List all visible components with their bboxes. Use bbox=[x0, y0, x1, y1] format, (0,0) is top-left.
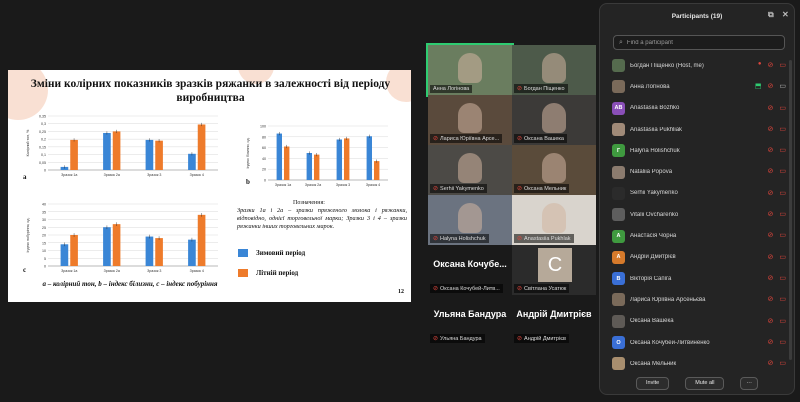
participant-name: Лариса Юріївна Арсеньєва bbox=[630, 296, 706, 303]
participant-row[interactable] bbox=[600, 183, 795, 204]
figure-caption: а – колірний тон, b – індекс білизни, с – індекс побуріння bbox=[42, 280, 218, 288]
mic-muted-icon[interactable]: ⊘ bbox=[767, 104, 774, 112]
avatar: С bbox=[538, 248, 572, 282]
x-tick-label: Зразок 1а bbox=[61, 269, 78, 273]
avatar bbox=[612, 166, 625, 179]
avatar bbox=[612, 208, 625, 221]
bar bbox=[103, 133, 111, 170]
video-tile[interactable] bbox=[428, 245, 512, 295]
participant-name: Serhii Yakymenko bbox=[440, 185, 484, 192]
y-tick-label: 0 bbox=[44, 264, 46, 269]
participant-name: Оксана Вашека bbox=[524, 135, 564, 142]
chart-whiteness-index bbox=[242, 120, 392, 192]
participant-name: Оксана Кочубей-Литвиненко bbox=[630, 339, 710, 346]
bar bbox=[314, 155, 319, 180]
y-tick-label: 0,35 bbox=[39, 114, 46, 119]
avatar bbox=[612, 187, 625, 200]
participant-name: Nataliia Popova bbox=[630, 169, 673, 176]
bar bbox=[188, 154, 196, 170]
mic-muted-icon: ⊘ bbox=[433, 336, 439, 342]
participant-status-icons bbox=[768, 359, 787, 367]
chart-svg bbox=[242, 120, 392, 192]
y-tick-label: 25 bbox=[42, 225, 46, 230]
y-tick-label: 35 bbox=[42, 210, 46, 215]
tile-display-name: Оксана Кочубе... bbox=[433, 259, 507, 269]
avatar bbox=[612, 59, 625, 72]
tile-name-label bbox=[430, 334, 485, 343]
recording-icon: ● bbox=[757, 61, 762, 67]
tile-name-label bbox=[514, 184, 569, 193]
participant-name: Halyna Holishchuk bbox=[630, 147, 680, 154]
mic-muted-icon[interactable]: ⊘ bbox=[767, 360, 774, 368]
y-tick-label: 20 bbox=[42, 233, 46, 238]
participant-row[interactable] bbox=[600, 289, 795, 310]
avatar: А bbox=[612, 230, 625, 243]
y-tick-label: 15 bbox=[42, 241, 46, 246]
tile-name-label bbox=[430, 184, 487, 193]
legend-summer bbox=[238, 269, 298, 277]
participant-name: Serhii Yakymenko bbox=[630, 190, 678, 197]
mic-muted-icon: ⊘ bbox=[433, 236, 439, 242]
mic-muted-icon[interactable]: ⊘ bbox=[767, 83, 774, 91]
search-icon: ⌕ bbox=[619, 38, 623, 46]
notes-title: Позначення: bbox=[293, 200, 325, 206]
tile-name-label bbox=[514, 334, 569, 343]
slide-page-number: 12 bbox=[398, 289, 404, 295]
participants-panel bbox=[599, 3, 795, 395]
y-axis-label: Індекс білизни, од. bbox=[246, 137, 250, 169]
bar bbox=[307, 153, 312, 180]
mic-muted-icon: ⊘ bbox=[433, 286, 439, 292]
mic-muted-icon: ⊘ bbox=[433, 186, 439, 192]
bar bbox=[198, 124, 206, 170]
participant-name: Ульяна Бандура bbox=[440, 335, 482, 342]
participant-video-silhouette bbox=[542, 53, 566, 83]
avatar bbox=[612, 123, 625, 136]
video-tile[interactable] bbox=[512, 95, 596, 145]
avatar bbox=[612, 357, 625, 370]
avatar bbox=[612, 315, 625, 328]
participant-video-silhouette bbox=[542, 203, 566, 233]
x-tick-label: Зразок 4 bbox=[189, 269, 204, 273]
slide-title: Зміни колірних показників зразків ряжанки в залежності від періоду виробництва bbox=[30, 78, 391, 104]
mic-muted-icon[interactable]: ⊘ bbox=[767, 317, 774, 325]
bar bbox=[188, 240, 196, 266]
camera-off-icon: ▭ bbox=[779, 189, 786, 197]
participant-status-icons bbox=[768, 189, 787, 197]
chart-browning-index bbox=[22, 198, 222, 278]
camera-off-icon: ▭ bbox=[779, 317, 786, 325]
bar bbox=[198, 215, 206, 266]
mute-all-button[interactable]: Mute all bbox=[685, 377, 724, 390]
bar bbox=[70, 140, 78, 170]
participant-name: Лариса Юріївна Арсе... bbox=[440, 135, 500, 142]
bar bbox=[337, 140, 342, 181]
y-tick-label: 0 bbox=[264, 178, 266, 183]
avatar: Г bbox=[612, 144, 625, 157]
video-tile[interactable] bbox=[512, 295, 596, 345]
bar bbox=[277, 134, 282, 180]
more-options-button[interactable]: ··· bbox=[740, 377, 758, 390]
participant-video-silhouette bbox=[458, 153, 482, 183]
participant-status-icons bbox=[768, 274, 787, 282]
bar bbox=[146, 237, 154, 266]
participant-name: Андрій Дмитрієв bbox=[630, 254, 676, 261]
participant-name: Anastasiia Pukhlak bbox=[524, 235, 571, 242]
x-tick-label: Зразок 3 bbox=[147, 173, 162, 177]
tile-name-label bbox=[430, 284, 503, 293]
participant-row[interactable] bbox=[600, 98, 795, 119]
y-tick-label: 0,3 bbox=[41, 122, 46, 127]
participants-footer bbox=[600, 372, 794, 394]
participant-status-icons bbox=[768, 167, 787, 175]
participant-status-icons bbox=[768, 125, 787, 133]
chart-hue bbox=[22, 110, 222, 182]
x-tick-label: Зразок 2а bbox=[103, 173, 120, 177]
video-tile[interactable] bbox=[512, 195, 596, 245]
chart-svg bbox=[22, 110, 222, 182]
participants-header bbox=[600, 4, 794, 28]
participant-name: Анна Логінова bbox=[433, 86, 470, 92]
bar bbox=[113, 131, 121, 170]
video-tile[interactable] bbox=[512, 145, 596, 195]
camera-off-icon: ▭ bbox=[779, 338, 786, 346]
panel-letter-c: c bbox=[23, 266, 27, 274]
y-axis-label: Колірний тон, % bbox=[26, 129, 30, 157]
x-tick-label: Зразок 2а bbox=[103, 269, 120, 273]
mic-muted-icon: ⊘ bbox=[433, 136, 439, 142]
legend-swatch-winter bbox=[238, 249, 248, 257]
participant-status-icons bbox=[755, 82, 786, 90]
mic-muted-icon[interactable]: ⊘ bbox=[767, 211, 774, 219]
tile-name-label bbox=[430, 234, 489, 243]
legend-label: Зимовий період bbox=[256, 249, 306, 257]
chart-svg bbox=[22, 198, 222, 278]
mic-muted-icon[interactable]: ⊘ bbox=[767, 232, 774, 240]
mic-muted-icon: ⊘ bbox=[517, 86, 523, 92]
bar bbox=[284, 147, 289, 180]
mic-muted-icon[interactable]: ⊘ bbox=[767, 147, 774, 155]
mic-muted-icon: ⊘ bbox=[517, 186, 523, 192]
mic-muted-icon[interactable]: ⊘ bbox=[767, 62, 774, 69]
tile-display-name: Андрій Дмитрієв bbox=[516, 309, 592, 319]
participant-status-icons bbox=[768, 210, 787, 218]
camera-off-icon: ▭ bbox=[779, 104, 786, 112]
mic-muted-icon[interactable]: ⊘ bbox=[767, 296, 774, 304]
y-tick-label: 0,05 bbox=[39, 160, 46, 165]
participant-status-icons bbox=[768, 295, 787, 303]
shared-screen-slide bbox=[8, 70, 411, 302]
camera-off-icon: ▭ bbox=[779, 211, 786, 219]
y-tick-label: 40 bbox=[42, 202, 46, 207]
avatar: В bbox=[612, 272, 625, 285]
legend-winter bbox=[238, 249, 305, 257]
close-icon[interactable]: ✕ bbox=[782, 10, 789, 19]
participant-row[interactable] bbox=[600, 161, 795, 182]
participant-status-icons bbox=[768, 317, 787, 325]
y-tick-label: 0,1 bbox=[41, 153, 46, 158]
bar bbox=[113, 224, 121, 266]
participant-row[interactable] bbox=[600, 247, 795, 268]
scrollbar[interactable] bbox=[789, 60, 792, 360]
tile-display-name: Ульяна Бандура bbox=[433, 309, 507, 319]
bar bbox=[146, 140, 154, 170]
participant-status-icons bbox=[768, 253, 787, 261]
panel-letter-a: а bbox=[23, 173, 27, 181]
mic-muted-icon[interactable]: ⊘ bbox=[767, 253, 774, 261]
camera-off-icon: ▭ bbox=[779, 125, 786, 133]
participant-status-icons bbox=[768, 104, 787, 112]
participant-name: Анна Логінова bbox=[630, 83, 670, 90]
y-tick-label: 0,15 bbox=[39, 145, 46, 150]
participant-row[interactable] bbox=[600, 311, 795, 332]
y-tick-label: 40 bbox=[262, 156, 266, 161]
y-tick-label: 5 bbox=[44, 256, 46, 261]
x-tick-label: Зразок 3 bbox=[147, 269, 162, 273]
mic-muted-icon: ⊘ bbox=[517, 286, 523, 292]
camera-off-icon: ▭ bbox=[779, 62, 786, 69]
video-tile[interactable] bbox=[428, 295, 512, 345]
tile-name-label bbox=[514, 284, 569, 293]
avatar bbox=[612, 80, 625, 93]
participant-name: Андрій Дмитрієв bbox=[524, 335, 566, 342]
mic-muted-icon[interactable]: ⊘ bbox=[767, 125, 774, 133]
bar bbox=[70, 235, 78, 266]
avatar: О bbox=[612, 336, 625, 349]
camera-off-icon: ▭ bbox=[779, 232, 786, 240]
y-tick-label: 60 bbox=[262, 146, 266, 151]
mic-muted-icon[interactable]: ⊘ bbox=[767, 189, 774, 197]
camera-off-icon: ▭ bbox=[779, 147, 786, 155]
x-tick-label: Зразок 3 bbox=[335, 183, 351, 187]
x-tick-label: Зразок 2а bbox=[304, 183, 322, 187]
y-tick-label: 0,2 bbox=[41, 137, 46, 142]
mic-muted-icon[interactable]: ⊘ bbox=[767, 338, 774, 346]
y-tick-label: 0,25 bbox=[39, 129, 46, 134]
video-tile[interactable] bbox=[428, 145, 512, 195]
participant-name: Богдан Піщенко (Host, me) bbox=[630, 62, 704, 69]
video-tile[interactable] bbox=[428, 45, 512, 95]
bar bbox=[103, 227, 111, 266]
camera-off-icon: ▭ bbox=[779, 360, 786, 368]
video-tile[interactable] bbox=[512, 245, 596, 295]
x-tick-label: Зразок 4 bbox=[365, 183, 381, 187]
mic-muted-icon: ⊘ bbox=[517, 336, 523, 342]
avatar bbox=[612, 293, 625, 306]
x-tick-label: Зразок 1а bbox=[274, 183, 292, 187]
participant-video-silhouette bbox=[542, 103, 566, 133]
bar bbox=[155, 238, 163, 266]
y-tick-label: 100 bbox=[260, 124, 266, 129]
tile-name-label bbox=[430, 85, 472, 93]
tile-name-label bbox=[514, 84, 568, 93]
screen-share-icon: ⬒ bbox=[754, 83, 762, 91]
participant-name: Anastasiia Bozhko bbox=[630, 105, 680, 112]
participant-status-icons bbox=[758, 61, 786, 69]
video-tile[interactable] bbox=[512, 45, 596, 95]
y-tick-label: 0 bbox=[44, 168, 46, 173]
y-tick-label: 10 bbox=[42, 249, 46, 253]
mic-muted-icon: ⊘ bbox=[517, 136, 523, 142]
participant-row[interactable] bbox=[600, 332, 795, 353]
bar bbox=[344, 138, 349, 180]
y-tick-label: 30 bbox=[42, 218, 46, 222]
participants-title: Participants (19) bbox=[671, 12, 723, 20]
tile-name-label bbox=[430, 134, 502, 143]
camera-off-icon: ▭ bbox=[779, 253, 786, 261]
mic-muted-icon: ⊘ bbox=[517, 236, 523, 242]
camera-off-icon: ▭ bbox=[779, 274, 786, 282]
participant-video-silhouette bbox=[542, 153, 566, 183]
invite-button[interactable]: Invite bbox=[636, 377, 669, 390]
y-tick-label: 80 bbox=[262, 135, 266, 140]
participant-name: Anastasiia Pukhliak bbox=[630, 126, 683, 133]
participant-row[interactable] bbox=[600, 204, 795, 225]
avatar: AB bbox=[612, 102, 625, 115]
tile-name-label bbox=[514, 134, 567, 143]
participant-name: Оксана Мельник bbox=[630, 360, 677, 367]
participant-name: Vitalii Ovcharenko bbox=[630, 211, 679, 218]
popout-icon[interactable]: ⧉ bbox=[768, 10, 774, 19]
participant-name: Вікторія Сапіга bbox=[630, 275, 672, 282]
legend-swatch-summer bbox=[238, 269, 248, 277]
video-tile[interactable] bbox=[428, 195, 512, 245]
x-tick-label: Зразок 1а bbox=[61, 173, 78, 177]
mic-muted-icon[interactable]: ⊘ bbox=[767, 168, 774, 176]
participant-name: Оксана Кочубей-Литв... bbox=[440, 285, 500, 292]
participant-video-silhouette bbox=[458, 103, 482, 133]
participant-name: Анастасія Чорна bbox=[630, 233, 677, 240]
bar bbox=[374, 161, 379, 180]
participant-row[interactable] bbox=[600, 55, 795, 76]
participant-row[interactable] bbox=[600, 140, 795, 161]
camera-off-icon: ▭ bbox=[779, 168, 786, 176]
bar bbox=[155, 141, 163, 170]
participant-name: Світлана Усатюк bbox=[524, 285, 567, 292]
legend-label: Літній період bbox=[256, 269, 299, 277]
participant-list bbox=[600, 55, 795, 374]
participant-status-icons bbox=[768, 231, 787, 239]
y-tick-label: 20 bbox=[262, 167, 266, 172]
video-tile[interactable] bbox=[428, 95, 512, 145]
participant-row[interactable] bbox=[600, 76, 795, 97]
participant-search[interactable] bbox=[613, 35, 785, 50]
participant-name: Halyna Holishchuk bbox=[440, 235, 486, 242]
participant-name: Оксана Мельник bbox=[524, 185, 567, 192]
participant-name: Оксана Вашека bbox=[630, 318, 674, 325]
participant-row[interactable] bbox=[600, 225, 795, 246]
x-tick-label: Зразок 4 bbox=[189, 173, 204, 177]
mic-muted-icon[interactable]: ⊘ bbox=[767, 274, 774, 282]
search-input[interactable] bbox=[627, 40, 777, 46]
camera-on-icon: ▭ bbox=[779, 83, 786, 91]
participant-row[interactable] bbox=[600, 268, 795, 289]
notes-body: Зразки 1а і 2а – зразки пряженого молока і ряжанки, відповідно, однієї торговельної марки; Зразки 3 і 4 – зразки ряжанки інших торговельних марок. bbox=[237, 207, 407, 230]
panel-letter-b: b bbox=[246, 178, 250, 186]
participant-status-icons bbox=[768, 146, 787, 154]
participant-video-silhouette bbox=[458, 203, 482, 233]
bar bbox=[367, 136, 372, 180]
participant-name: Богдан Піщенко bbox=[524, 85, 565, 92]
y-axis-label: Індекс побуріння, од. bbox=[26, 217, 30, 253]
participant-video-silhouette bbox=[458, 53, 482, 83]
camera-off-icon: ▭ bbox=[779, 296, 786, 304]
tile-name-label bbox=[514, 234, 574, 243]
participant-status-icons bbox=[768, 338, 787, 346]
avatar: А bbox=[612, 251, 625, 264]
participant-row[interactable] bbox=[600, 119, 795, 140]
bar bbox=[61, 244, 69, 266]
